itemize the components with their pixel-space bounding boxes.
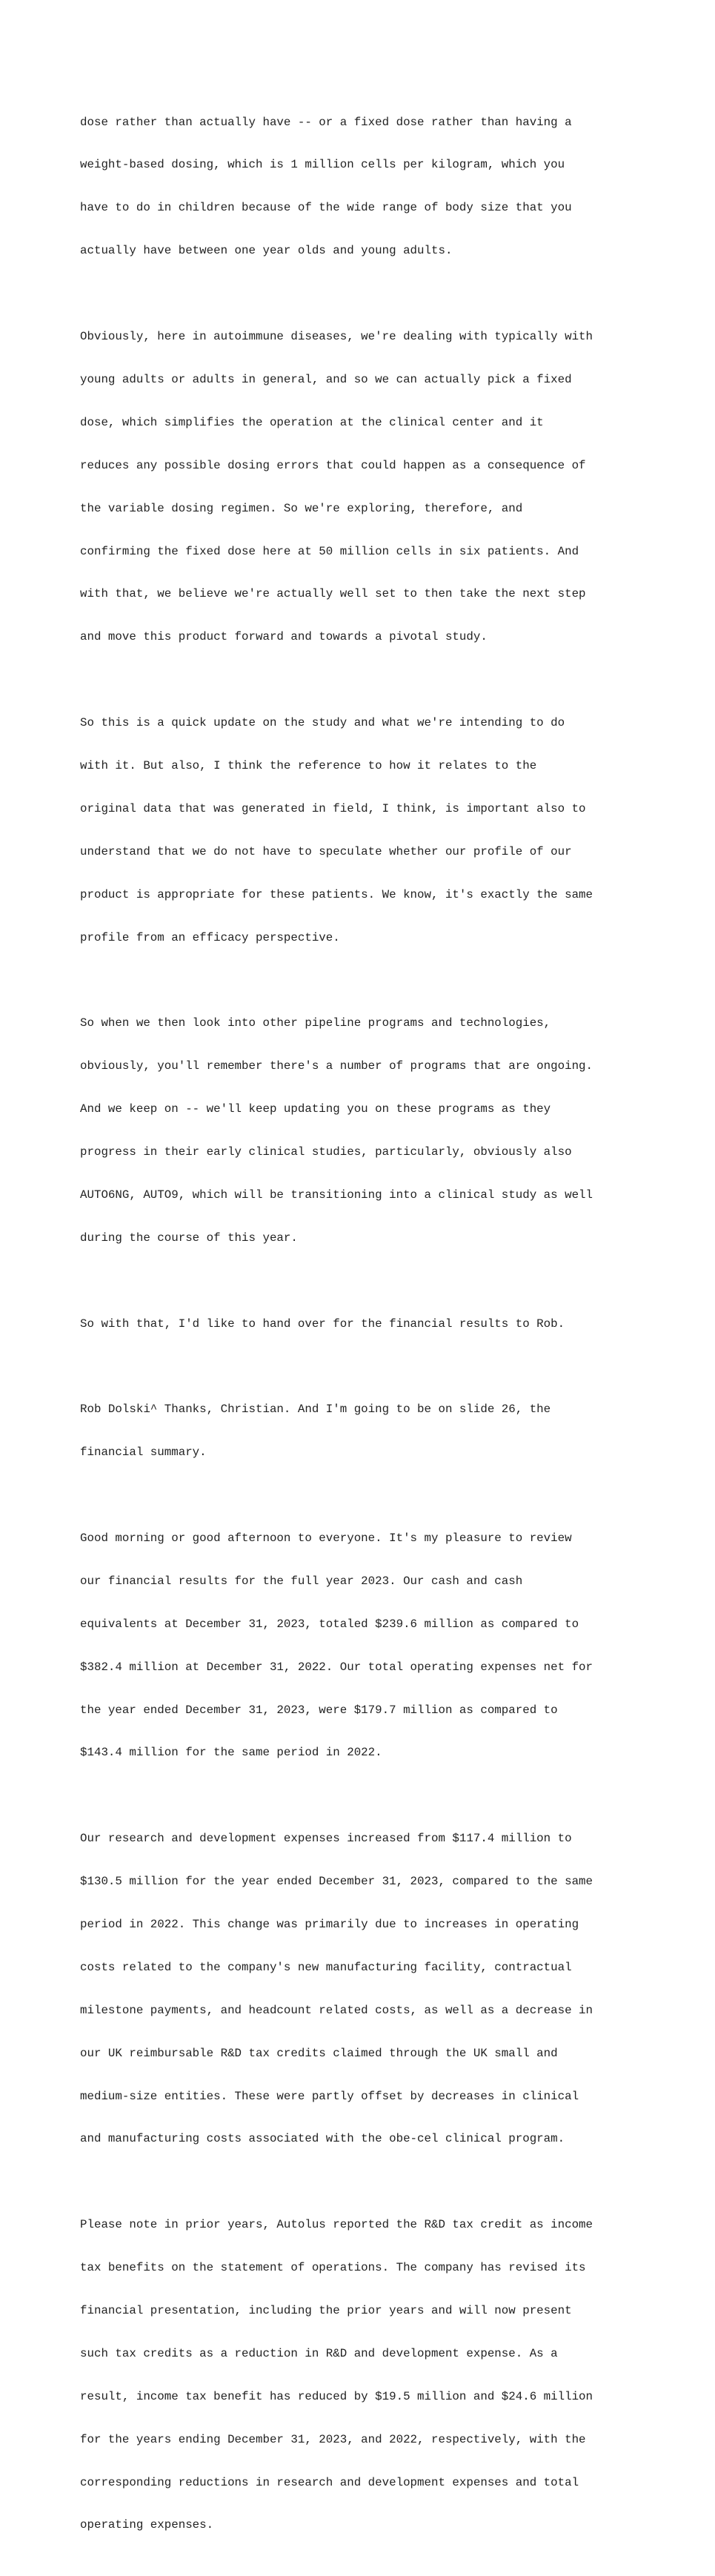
text-line: milestone payments, and headcount related costs, as well as a decrease in <box>80 2003 593 2017</box>
text-line: with that, we believe we're actually well set to then take the next step <box>80 587 586 601</box>
text-line: the variable dosing regimen. So we're exploring, therefore, and <box>80 501 523 515</box>
text-line: Obviously, here in autoimmune diseases, we're dealing with typically with <box>80 330 593 344</box>
transcript-body <box>80 87 643 2576</box>
text-line: product is appropriate for these patients. We know, it's exactly the same <box>80 887 593 901</box>
text-line: young adults or adults in general, and so we can actually pick a fixed <box>80 372 572 386</box>
text-line: for the years ending December 31, 2023, and 2022, respectively, with the <box>80 2432 586 2446</box>
text-line: So this is a quick update on the study and what we're intending to do <box>80 716 565 730</box>
paragraph-pipeline <box>80 988 643 1274</box>
text-line: confirming the fixed dose here at 50 million cells in six patients. And <box>80 544 579 558</box>
text-line: financial presentation, including the prior years and will now present <box>80 2304 572 2318</box>
text-line: financial summary. <box>80 1446 207 1460</box>
text-line: Good morning or good afternoon to everyone. It's my pleasure to review <box>80 1531 572 1545</box>
paragraph-speaker-rob <box>80 1374 643 1489</box>
text-line: Our research and development expenses increased from $117.4 million to <box>80 1832 572 1846</box>
text-line: during the course of this year. <box>80 1231 298 1245</box>
text-line: result, income tax benefit has reduced by $19.5 million and $24.6 million <box>80 2389 593 2403</box>
text-line: and manufacturing costs associated with the obe-cel clinical program. <box>80 2132 565 2146</box>
paragraph-cash-results <box>80 1503 643 1789</box>
text-line: original data that was generated in field, I think, is important also to <box>80 801 586 815</box>
paragraph-study-update <box>80 687 643 973</box>
text-line: Rob Dolski^ Thanks, Christian. And I'm going to be on slide 26, the <box>80 1403 551 1417</box>
text-line: So when we then look into other pipeline programs and technologies, <box>80 1016 551 1030</box>
text-line: understand that we do not have to speculate whether our profile of our <box>80 844 572 858</box>
text-line: $382.4 million at December 31, 2022. Our total operating expenses net for <box>80 1660 593 1674</box>
text-line: Please note in prior years, Autolus reported the R&D tax credit as income <box>80 2218 593 2232</box>
paragraph-autoimmune <box>80 301 643 673</box>
text-line: $130.5 million for the year ended December 31, 2023, compared to the same <box>80 1875 593 1889</box>
text-line: profile from an efficacy perspective. <box>80 930 340 944</box>
text-line: AUTO6NG, AUTO9, which will be transitioning into a clinical study as well <box>80 1188 593 1202</box>
text-line: our financial results for the full year 2023. Our cash and cash <box>80 1574 523 1588</box>
text-line: So with that, I'd like to hand over for the financial results to Rob. <box>80 1317 565 1331</box>
text-line: with it. But also, I think the reference to how it relates to the <box>80 758 537 772</box>
paragraph-handover <box>80 1288 643 1360</box>
text-line: costs related to the company's new manufacturing facility, contractual <box>80 1960 572 1974</box>
text-line: equivalents at December 31, 2023, totaled $239.6 million as compared to <box>80 1617 579 1631</box>
text-line: dose, which simplifies the operation at the clinical center and it <box>80 415 544 429</box>
text-line: and move this product forward and towards a pivotal study. <box>80 630 488 644</box>
text-line: actually have between one year olds and young adults. <box>80 244 453 258</box>
text-line: tax benefits on the statement of operations. The company has revised its <box>80 2261 586 2275</box>
text-line: corresponding reductions in research and development expenses and total <box>80 2475 579 2489</box>
text-line: such tax credits as a reduction in R&D and development expense. As a <box>80 2346 558 2360</box>
text-line: reduces any possible dosing errors that could happen as a consequence of <box>80 458 586 472</box>
text-line: weight-based dosing, which is 1 million cells per kilogram, which you <box>80 158 565 172</box>
text-line: our UK reimbursable R&D tax credits claimed through the UK small and <box>80 2046 558 2060</box>
text-line: period in 2022. This change was primarily due to increases in operating <box>80 1918 579 1931</box>
text-line: progress in their early clinical studies, particularly, obviously also <box>80 1145 572 1159</box>
text-line: dose rather than actually have -- or a fixed dose rather than having a <box>80 115 572 129</box>
text-line: the year ended December 31, 2023, were $179.7 million as compared to <box>80 1703 558 1717</box>
paragraph-rd-expenses <box>80 1804 643 2176</box>
paragraph-tax-credit <box>80 2190 643 2562</box>
text-line: operating expenses. <box>80 2518 214 2532</box>
text-line: have to do in children because of the wide range of body size that you <box>80 201 572 215</box>
text-line: $143.4 million for the same period in 2022. <box>80 1746 382 1760</box>
text-line: obviously, you'll remember there's a number of programs that are ongoing. <box>80 1059 593 1073</box>
text-line: medium-size entities. These were partly offset by decreases in clinical <box>80 2089 579 2103</box>
paragraph-dosing <box>80 87 643 287</box>
text-line: And we keep on -- we'll keep updating you on these programs as they <box>80 1102 551 1116</box>
